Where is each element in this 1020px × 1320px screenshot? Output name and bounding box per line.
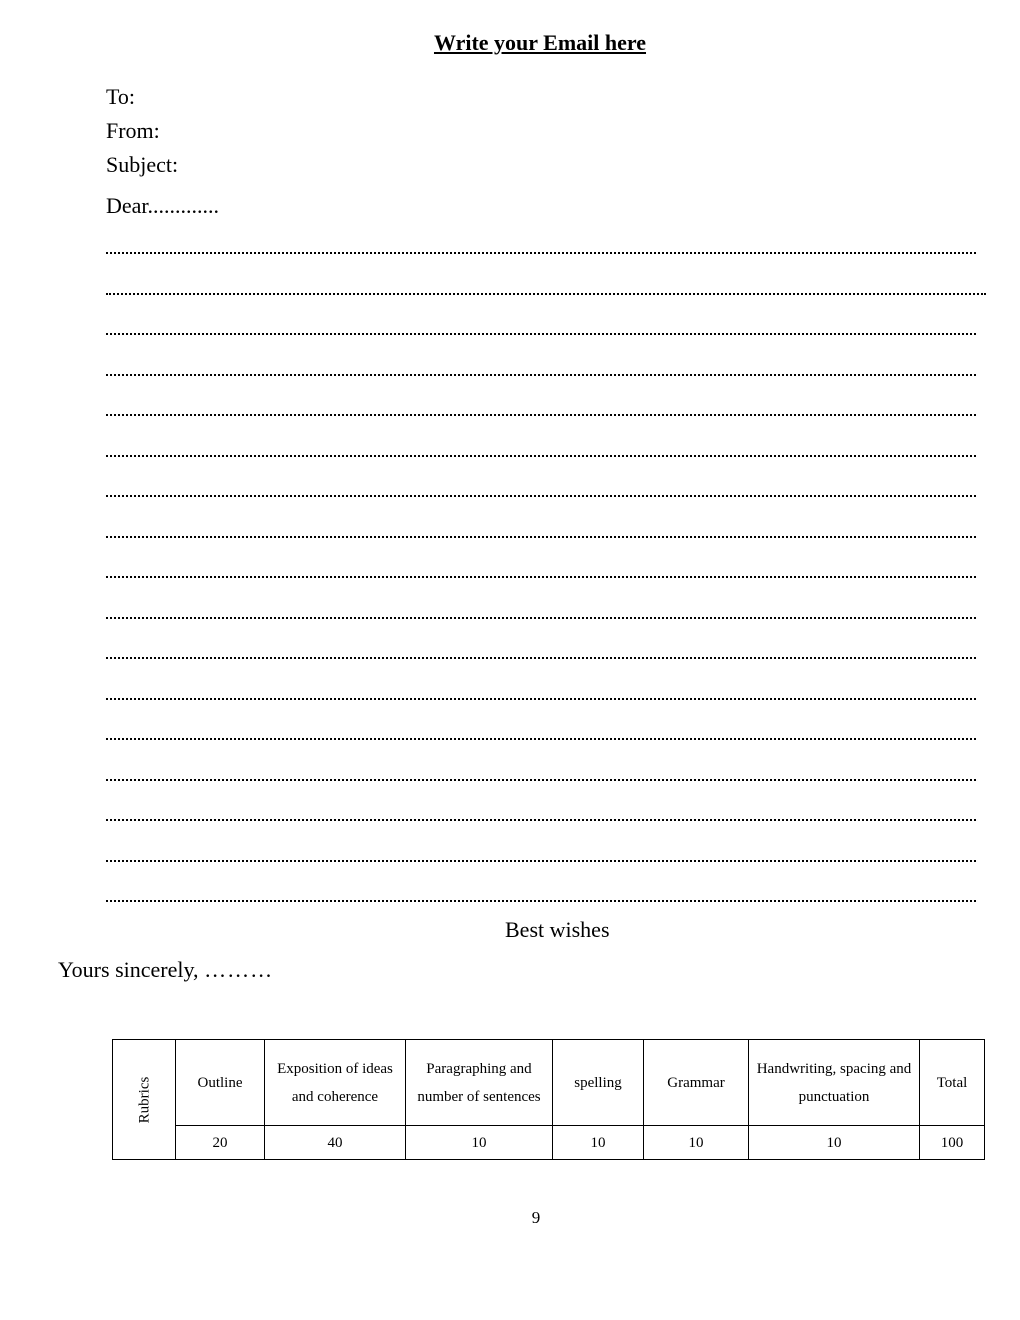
rubric-header-cell: Paragraphing and number of sentences [406,1040,553,1126]
from-label: From: [106,118,160,143]
writing-line [106,435,976,457]
rubric-score-cell: 100 [920,1126,985,1160]
writing-line [106,232,976,254]
rubric-label-cell [113,1040,176,1160]
writing-line [106,880,976,902]
best-wishes-text: Best wishes [505,917,610,942]
writing-line [106,678,976,700]
rubric-label: Rubrics [135,1076,152,1123]
writing-line [106,799,976,821]
closing-line [58,957,273,983]
rubric-score-cell: 10 [644,1126,749,1160]
writing-line [106,556,976,578]
writing-line [106,313,976,335]
rubric-score-cell: 20 [176,1126,265,1160]
writing-line [106,718,976,740]
page-number: 9 [531,1208,541,1227]
writing-line [106,840,976,862]
yours-sincerely-text: Yours sincerely, [58,957,199,982]
rubric-header-cell: Total [920,1040,985,1126]
writing-line [106,637,976,659]
writing-line [106,273,986,295]
rubric-header-cell: Grammar [644,1040,749,1126]
page-title: Write your Email here [433,30,647,55]
rubric-score-cell: 10 [406,1126,553,1160]
signature-dots: ……… [204,957,274,982]
rubric-score-cell: 40 [265,1126,406,1160]
rubric-header-cell: Outline [176,1040,265,1126]
subject-label: Subject: [106,152,179,177]
rubric-table [112,1039,985,1160]
writing-line [106,354,976,376]
writing-line [106,394,976,416]
rubric-score-cell: 10 [749,1126,920,1160]
to-label: To: [106,84,136,109]
writing-line [106,597,976,619]
salutation-label: Dear............. [106,193,220,218]
writing-line [106,516,976,538]
writing-line [106,759,976,781]
rubric-header-row [113,1040,985,1126]
rubric-score-row [113,1126,985,1160]
rubric-header-cell: spelling [553,1040,644,1126]
rubric-header-cell: Handwriting, spacing and punctuation [749,1040,920,1126]
writing-line [106,475,976,497]
rubric-header-cell: Exposition of ideas and coherence [265,1040,406,1126]
rubric-score-cell: 10 [553,1126,644,1160]
